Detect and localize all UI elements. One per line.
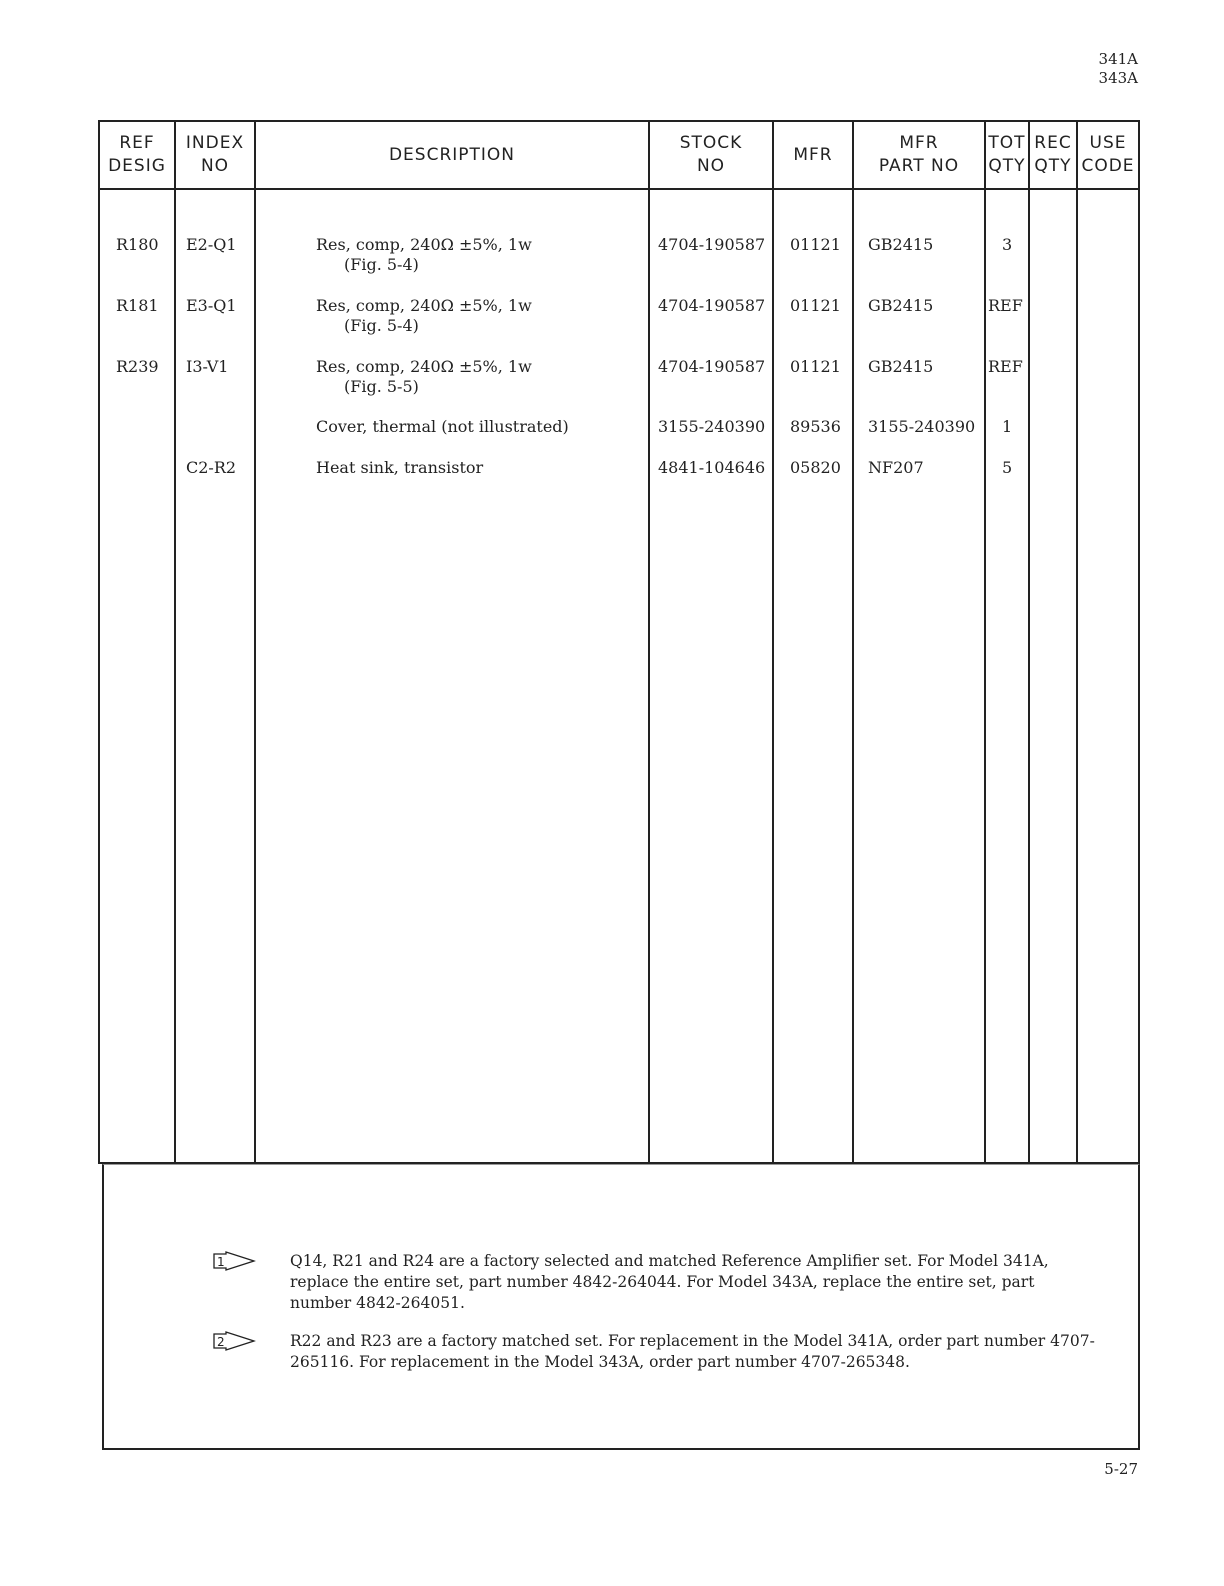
- note-marker-2-icon: [212, 1331, 256, 1351]
- description: Heat sink, transistor: [316, 458, 484, 477]
- header-stock-no: STOCK NO: [679, 133, 743, 176]
- index-no: C2-R2: [186, 458, 237, 477]
- index-no: E2-Q1: [186, 235, 237, 254]
- header-rec-qty: REC QTY: [1034, 133, 1072, 176]
- model-id-343a: 343A: [1098, 69, 1138, 87]
- mfr-code: 01121: [790, 357, 841, 376]
- stock-no: 4704-190587: [658, 235, 766, 254]
- notes-section: [102, 1164, 1140, 1450]
- header-mfr-part-no: MFR PART NO: [878, 133, 960, 176]
- note-marker-1-icon: [212, 1251, 256, 1271]
- page-number: 5-27: [1104, 1460, 1138, 1478]
- document-model-id: [1099, 50, 1138, 88]
- model-id-341a: 341A: [1098, 50, 1138, 68]
- stock-no: 4841-104646: [658, 458, 766, 477]
- index-no: E3-Q1: [186, 296, 237, 315]
- ref-desig: R181: [116, 296, 159, 315]
- tot-qty: 3: [1002, 235, 1013, 254]
- mfr-code: 05820: [790, 458, 841, 477]
- ref-desig: R180: [116, 235, 159, 254]
- mfr-part-no: GB2415: [868, 235, 934, 254]
- table-row: [100, 357, 1138, 397]
- tot-qty: REF: [988, 296, 1023, 315]
- ref-desig: R239: [116, 357, 159, 376]
- note-2: [217, 1331, 1100, 1373]
- mfr-part-no: 3155-240390: [868, 417, 976, 436]
- description: Res, comp, 240Ω ±5%, 1w (Fig. 5-5): [316, 357, 532, 396]
- table-row: [100, 296, 1138, 336]
- mfr-part-no: GB2415: [868, 296, 934, 315]
- note-2-text: R22 and R23 are a factory matched set. For replacement in the Model 341A, order part number 4707-265116. For replacement in the Model 343A, order part number 4707-265348.: [290, 1332, 1095, 1371]
- stock-no: 3155-240390: [658, 417, 766, 436]
- stock-no: 4704-190587: [658, 296, 766, 315]
- header-ref-desig: REF DESIG: [108, 133, 166, 176]
- table-header: [100, 122, 1138, 190]
- header-index-no: INDEX NO: [185, 133, 245, 176]
- header-tot-qty: TOT QTY: [988, 133, 1026, 176]
- tot-qty: 1: [1002, 417, 1013, 436]
- table-row: [100, 458, 1138, 498]
- table-row: [100, 417, 1138, 457]
- note-1-text: Q14, R21 and R24 are a factory selected and matched Reference Amplifier set. For Model 341A, replace the entire set, part number 4842-264044. For Model 343A, replace the entire set, part number 4842-264051.: [290, 1252, 1049, 1312]
- note-1: [217, 1251, 1100, 1314]
- description: Cover, thermal (not illustrated): [316, 417, 569, 436]
- description: Res, comp, 240Ω ±5%, 1w (Fig. 5-4): [316, 296, 532, 335]
- index-no: I3-V1: [186, 357, 229, 376]
- description: Res, comp, 240Ω ±5%, 1w (Fig. 5-4): [316, 235, 532, 274]
- parts-list-table: [98, 120, 1140, 1164]
- header-description: DESCRIPTION: [388, 144, 516, 165]
- svg-text:1: 1: [217, 1255, 225, 1269]
- mfr-code: 89536: [790, 417, 841, 436]
- mfr-part-no: NF207: [868, 458, 924, 477]
- svg-text:2: 2: [217, 1335, 225, 1349]
- tot-qty: REF: [988, 357, 1023, 376]
- mfr-code: 01121: [790, 235, 841, 254]
- header-mfr: MFR: [793, 144, 833, 165]
- mfr-code: 01121: [790, 296, 841, 315]
- table-row: [100, 235, 1138, 275]
- stock-no: 4704-190587: [658, 357, 766, 376]
- tot-qty: 5: [1002, 458, 1013, 477]
- header-use-code: USE CODE: [1081, 133, 1135, 176]
- mfr-part-no: GB2415: [868, 357, 934, 376]
